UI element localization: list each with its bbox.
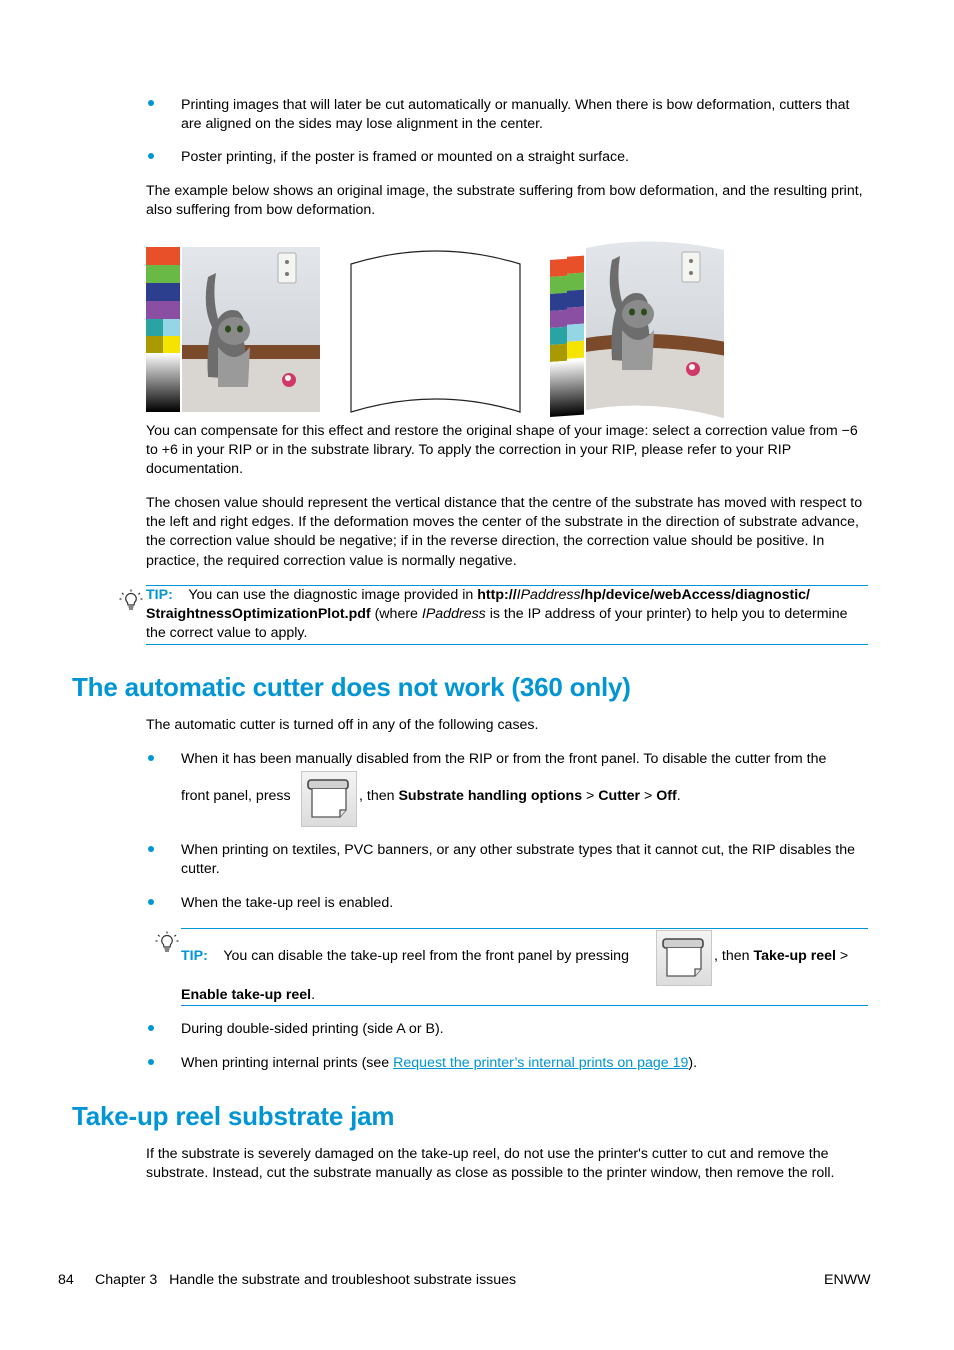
lightbulb-icon: [119, 589, 143, 613]
menu-path-substrate-handling-options: Substrate handling options: [398, 788, 583, 804]
tip-rule-bottom: [181, 1005, 868, 1006]
bullet-marker: [148, 100, 154, 106]
bullet-marker: [148, 846, 154, 852]
list-item: When printing on textiles, PVC banners, or any other substrate types that it cannot cut, the RIP disables the cutter.: [181, 842, 856, 878]
list-item: [181, 1054, 871, 1073]
list-text: , then: [359, 788, 399, 804]
take-up-jam-paragraph: If the substrate is severely damaged on the take-up reel, do not use the printer's cutter to cut and remove the substrate. Instead, cut the substrate manually as close as possible to the printer window, then remove the roll.: [146, 1146, 835, 1182]
substrate-roll-icon: [657, 931, 711, 985]
list-text: .: [676, 788, 681, 804]
list-item: When it has been manually disabled from the RIP or from the front panel. To disable the cutter from the: [181, 751, 827, 767]
diagnostic-url-file: StraightnessOptimizationPlot.pdf: [146, 606, 371, 623]
list-item: Printing images that will later be cut automatically or manually. When there is bow deformation, cutters that are aligned on the sides may lose alignment in the center.: [181, 97, 850, 133]
cutter-intro: The automatic cutter is turned off in any of the following cases.: [146, 717, 539, 733]
tip-text: You can disable the take-up reel from the front panel by pressing: [223, 948, 629, 964]
substrate-options-button[interactable]: [656, 930, 712, 986]
tip-label: TIP:: [181, 948, 208, 964]
menu-path-off: Off: [656, 788, 677, 804]
list-item-continuation: [359, 787, 879, 806]
bullet-marker: [148, 755, 154, 761]
section-heading-take-up-jam: Take-up reel substrate jam: [72, 1101, 395, 1131]
menu-path-separator: >: [582, 788, 599, 804]
substrate-roll-icon: [302, 772, 356, 826]
bow-deformation-figure: [146, 238, 726, 420]
list-item: During double-sided printing (side A or B).: [181, 1021, 444, 1037]
ipaddress-term: IPaddress: [421, 606, 486, 623]
diagnostic-url-scheme: http://: [477, 587, 517, 603]
diagnostic-url-host: IPaddress: [516, 587, 581, 603]
original-image: [146, 247, 321, 412]
resulting-print: [550, 238, 726, 420]
locale-code: ENWW: [824, 1272, 871, 1288]
example-intro: The example below shows an original image, the substrate suffering from bow deformation, and the resulting print, also suffering from bow deformation.: [146, 183, 863, 219]
chapter-title: Chapter 3 Handle the substrate and troubleshoot substrate issues: [95, 1272, 517, 1288]
tip-text: You can use the diagnostic image provided in: [188, 587, 478, 603]
tip-text: , then: [714, 948, 754, 964]
substrate-options-button[interactable]: [301, 771, 357, 827]
menu-path-separator: >: [640, 788, 657, 804]
bullet-marker: [148, 1059, 154, 1065]
menu-path-cutter: Cutter: [598, 788, 641, 804]
value-paragraph: The chosen value should represent the vertical distance that the centre of the substrate has moved with respect to the left and right edges. If the deformation moves the center of the substrate in the direction of substrate advance, the correction value should be negative; if in the reverse direction, the correction value should be positive. In practice, the required correction value is normally negative.: [146, 495, 863, 569]
tip-rule-top: [181, 928, 868, 929]
tip-rule-bottom: [146, 644, 868, 645]
tip-text: is the IP address of your printer) to help you to determine the correct value to apply.: [146, 606, 848, 642]
tip-text: .: [311, 987, 316, 1003]
bullet-marker: [148, 153, 154, 159]
tip-note-continuation: [714, 947, 874, 966]
tip-text: (where: [370, 606, 422, 623]
tip-note: [181, 947, 661, 966]
internal-prints-link[interactable]: Request the printer’s internal prints on page 19: [393, 1055, 689, 1071]
bow-substrate-outline: [350, 244, 522, 414]
list-text: ).: [688, 1055, 698, 1071]
tip-note-continuation: [181, 986, 781, 1005]
tip-note: [146, 586, 868, 644]
menu-path-take-up-reel: Take-up reel: [753, 948, 836, 964]
tip-label: TIP:: [146, 587, 173, 603]
list-item: When the take-up reel is enabled.: [181, 895, 394, 911]
bullet-marker: [148, 1025, 154, 1031]
section-heading-cutter: The automatic cutter does not work (360 only): [72, 672, 631, 702]
bullet-marker: [148, 899, 154, 905]
lightbulb-icon: [155, 931, 179, 955]
list-text: When printing internal prints (see: [181, 1055, 394, 1071]
list-item: Poster printing, if the poster is framed or mounted on a straight surface.: [181, 149, 629, 165]
diagnostic-url-path: /hp/device/webAccess/diagnostic/: [580, 587, 810, 603]
menu-path-separator: >: [835, 948, 849, 964]
list-text: front panel, press: [181, 788, 291, 804]
page-number: 84: [58, 1272, 74, 1288]
menu-path-enable-take-up-reel: Enable take-up reel: [181, 987, 312, 1003]
compensate-paragraph: You can compensate for this effect and restore the original shape of your image: select a correction value from −6 to +6 in your RIP or in the substrate library. To apply the correction in your RIP, please refer to your RIP documentation.: [146, 423, 858, 478]
